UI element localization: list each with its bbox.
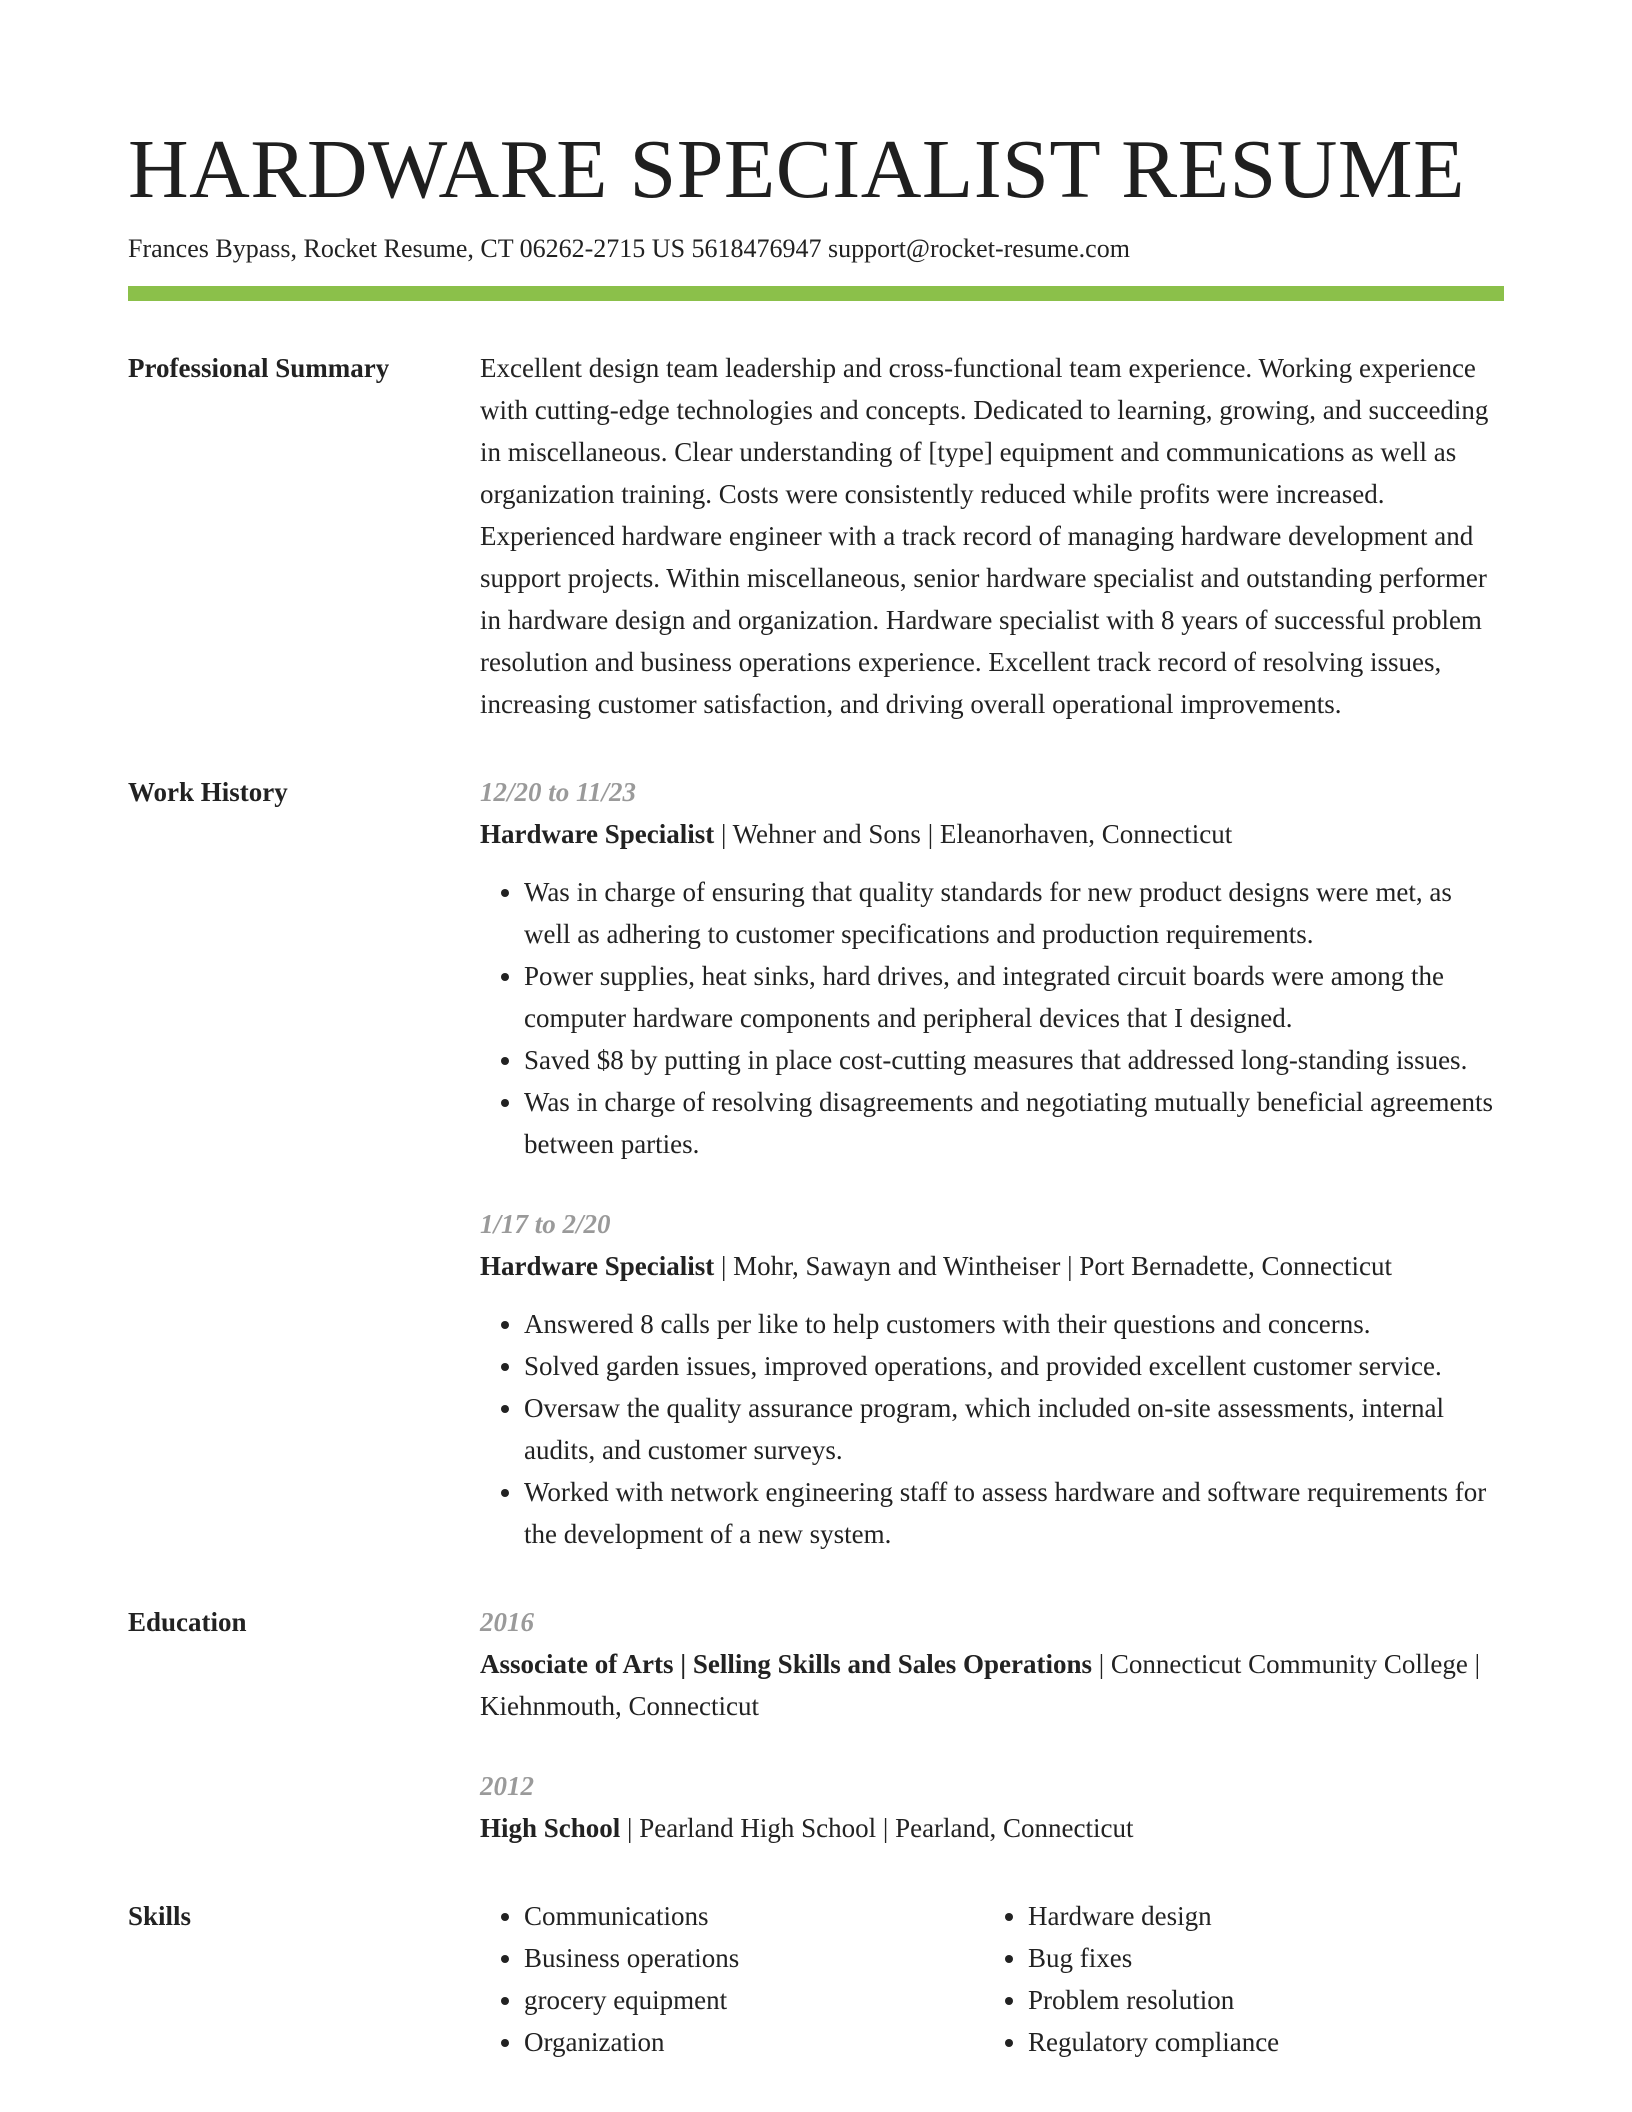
- education-year: 2012: [480, 1771, 534, 1801]
- skill-item: • Communications: [524, 1895, 984, 1937]
- job-role: Hardware Specialist: [480, 819, 715, 849]
- job-details: | Mohr, Sawayn and Wintheiser | Port Bernadette, Connecticut: [714, 1251, 1392, 1281]
- skill-item: • grocery equipment: [524, 1979, 984, 2021]
- education-entry: [480, 1765, 1504, 1849]
- resume-page: [128, 0, 1504, 2063]
- list-item: • Was in charge of resolving disagreements and negotiating mutually beneficial agreements between parties.: [524, 1081, 1504, 1165]
- summary-text: Excellent design team leadership and cross-functional team experience. Working experience with cutting-edge technologies and concepts. Dedicated to learning, growing, and succeeding in miscellaneous. Clear understanding of [type] equipment and communications as well as organization training. Costs were consistently reduced while profits were increased. Experienced hardware engineer with a track record of managing hardware development and support projects. Within miscellaneous, senior hardware specialist and outstanding performer in hardware design and organization. Hardware specialist with 8 years of successful problem resolution and business operations experience. Excellent track record of resolving issues, increasing customer satisfaction, and driving overall operational improvements.: [480, 353, 1489, 719]
- list-item: • Power supplies, heat sinks, hard drives, and integrated circuit boards were among the computer hardware components and peripheral devices that I designed.: [524, 955, 1504, 1039]
- job-bullets: [480, 871, 1504, 1165]
- work-history-body: [480, 771, 1504, 1555]
- job-details: | Wehner and Sons | Eleanorhaven, Connecticut: [714, 819, 1233, 849]
- work-history-section: [128, 771, 1504, 1555]
- section-label-education: Education: [128, 1607, 247, 1637]
- section-label-summary: Professional Summary: [128, 353, 390, 383]
- education-degree: Associate of Arts | Selling Skills and Sales Operations: [480, 1649, 1093, 1679]
- job-entry: [480, 771, 1504, 1165]
- skills-section: [128, 1895, 1504, 2063]
- skill-item: • Problem resolution: [1028, 1979, 1488, 2021]
- list-item: • Solved garden issues, improved operations, and provided excellent customer service.: [524, 1345, 1504, 1387]
- job-bullets: [480, 1303, 1504, 1555]
- skill-item: • Organization: [524, 2021, 984, 2063]
- skill-item: • Business operations: [524, 1937, 984, 1979]
- contact-line: Frances Bypass, Rocket Resume, CT 06262-2715 US 5618476947 support@rocket-resume.com: [128, 234, 1130, 263]
- list-item: • Was in charge of ensuring that quality standards for new product designs were met, as well as adhering to customer specifications and production requirements.: [524, 871, 1504, 955]
- list-item: • Saved $8 by putting in place cost-cutting measures that addressed long-standing issues.: [524, 1039, 1504, 1081]
- education-degree: High School: [480, 1813, 621, 1843]
- list-item: • Oversaw the quality assurance program, which included on-site assessments, internal audits, and customer surveys.: [524, 1387, 1504, 1471]
- summary-section: [128, 347, 1504, 725]
- section-label-work-history: Work History: [128, 777, 288, 807]
- education-details: | Pearland High School | Pearland, Connecticut: [620, 1813, 1134, 1843]
- job-dates: 12/20 to 11/23: [480, 777, 637, 807]
- education-line: [480, 1807, 1504, 1849]
- skills-list-left: [480, 1895, 984, 2063]
- job-role: Hardware Specialist: [480, 1251, 715, 1281]
- skills-list-right: [984, 1895, 1488, 2063]
- summary-body: [480, 347, 1504, 725]
- education-line: [480, 1643, 1504, 1727]
- job-dates: 1/17 to 2/20: [480, 1209, 611, 1239]
- accent-divider: [128, 286, 1504, 301]
- skill-item: • Regulatory compliance: [1028, 2021, 1488, 2063]
- job-title-line: [480, 813, 1504, 855]
- education-year: 2016: [480, 1607, 534, 1637]
- education-section: [128, 1601, 1504, 1849]
- education-entry: [480, 1601, 1504, 1727]
- resume-title: HARDWARE SPECIALIST RESUME: [128, 123, 1465, 216]
- list-item: • Worked with network engineering staff to assess hardware and software requirements for the development of a new system.: [524, 1471, 1504, 1555]
- skill-item: • Hardware design: [1028, 1895, 1488, 1937]
- job-title-line: [480, 1245, 1504, 1287]
- education-details: | Connecticut Community College | Kiehnmouth, Connecticut: [480, 1649, 1481, 1721]
- education-body: [480, 1601, 1504, 1849]
- skill-item: • Bug fixes: [1028, 1937, 1488, 1979]
- skills-body: [480, 1895, 1504, 2063]
- section-label-skills: Skills: [128, 1901, 192, 1931]
- job-entry: [480, 1203, 1504, 1555]
- list-item: • Answered 8 calls per like to help customers with their questions and concerns.: [524, 1303, 1504, 1345]
